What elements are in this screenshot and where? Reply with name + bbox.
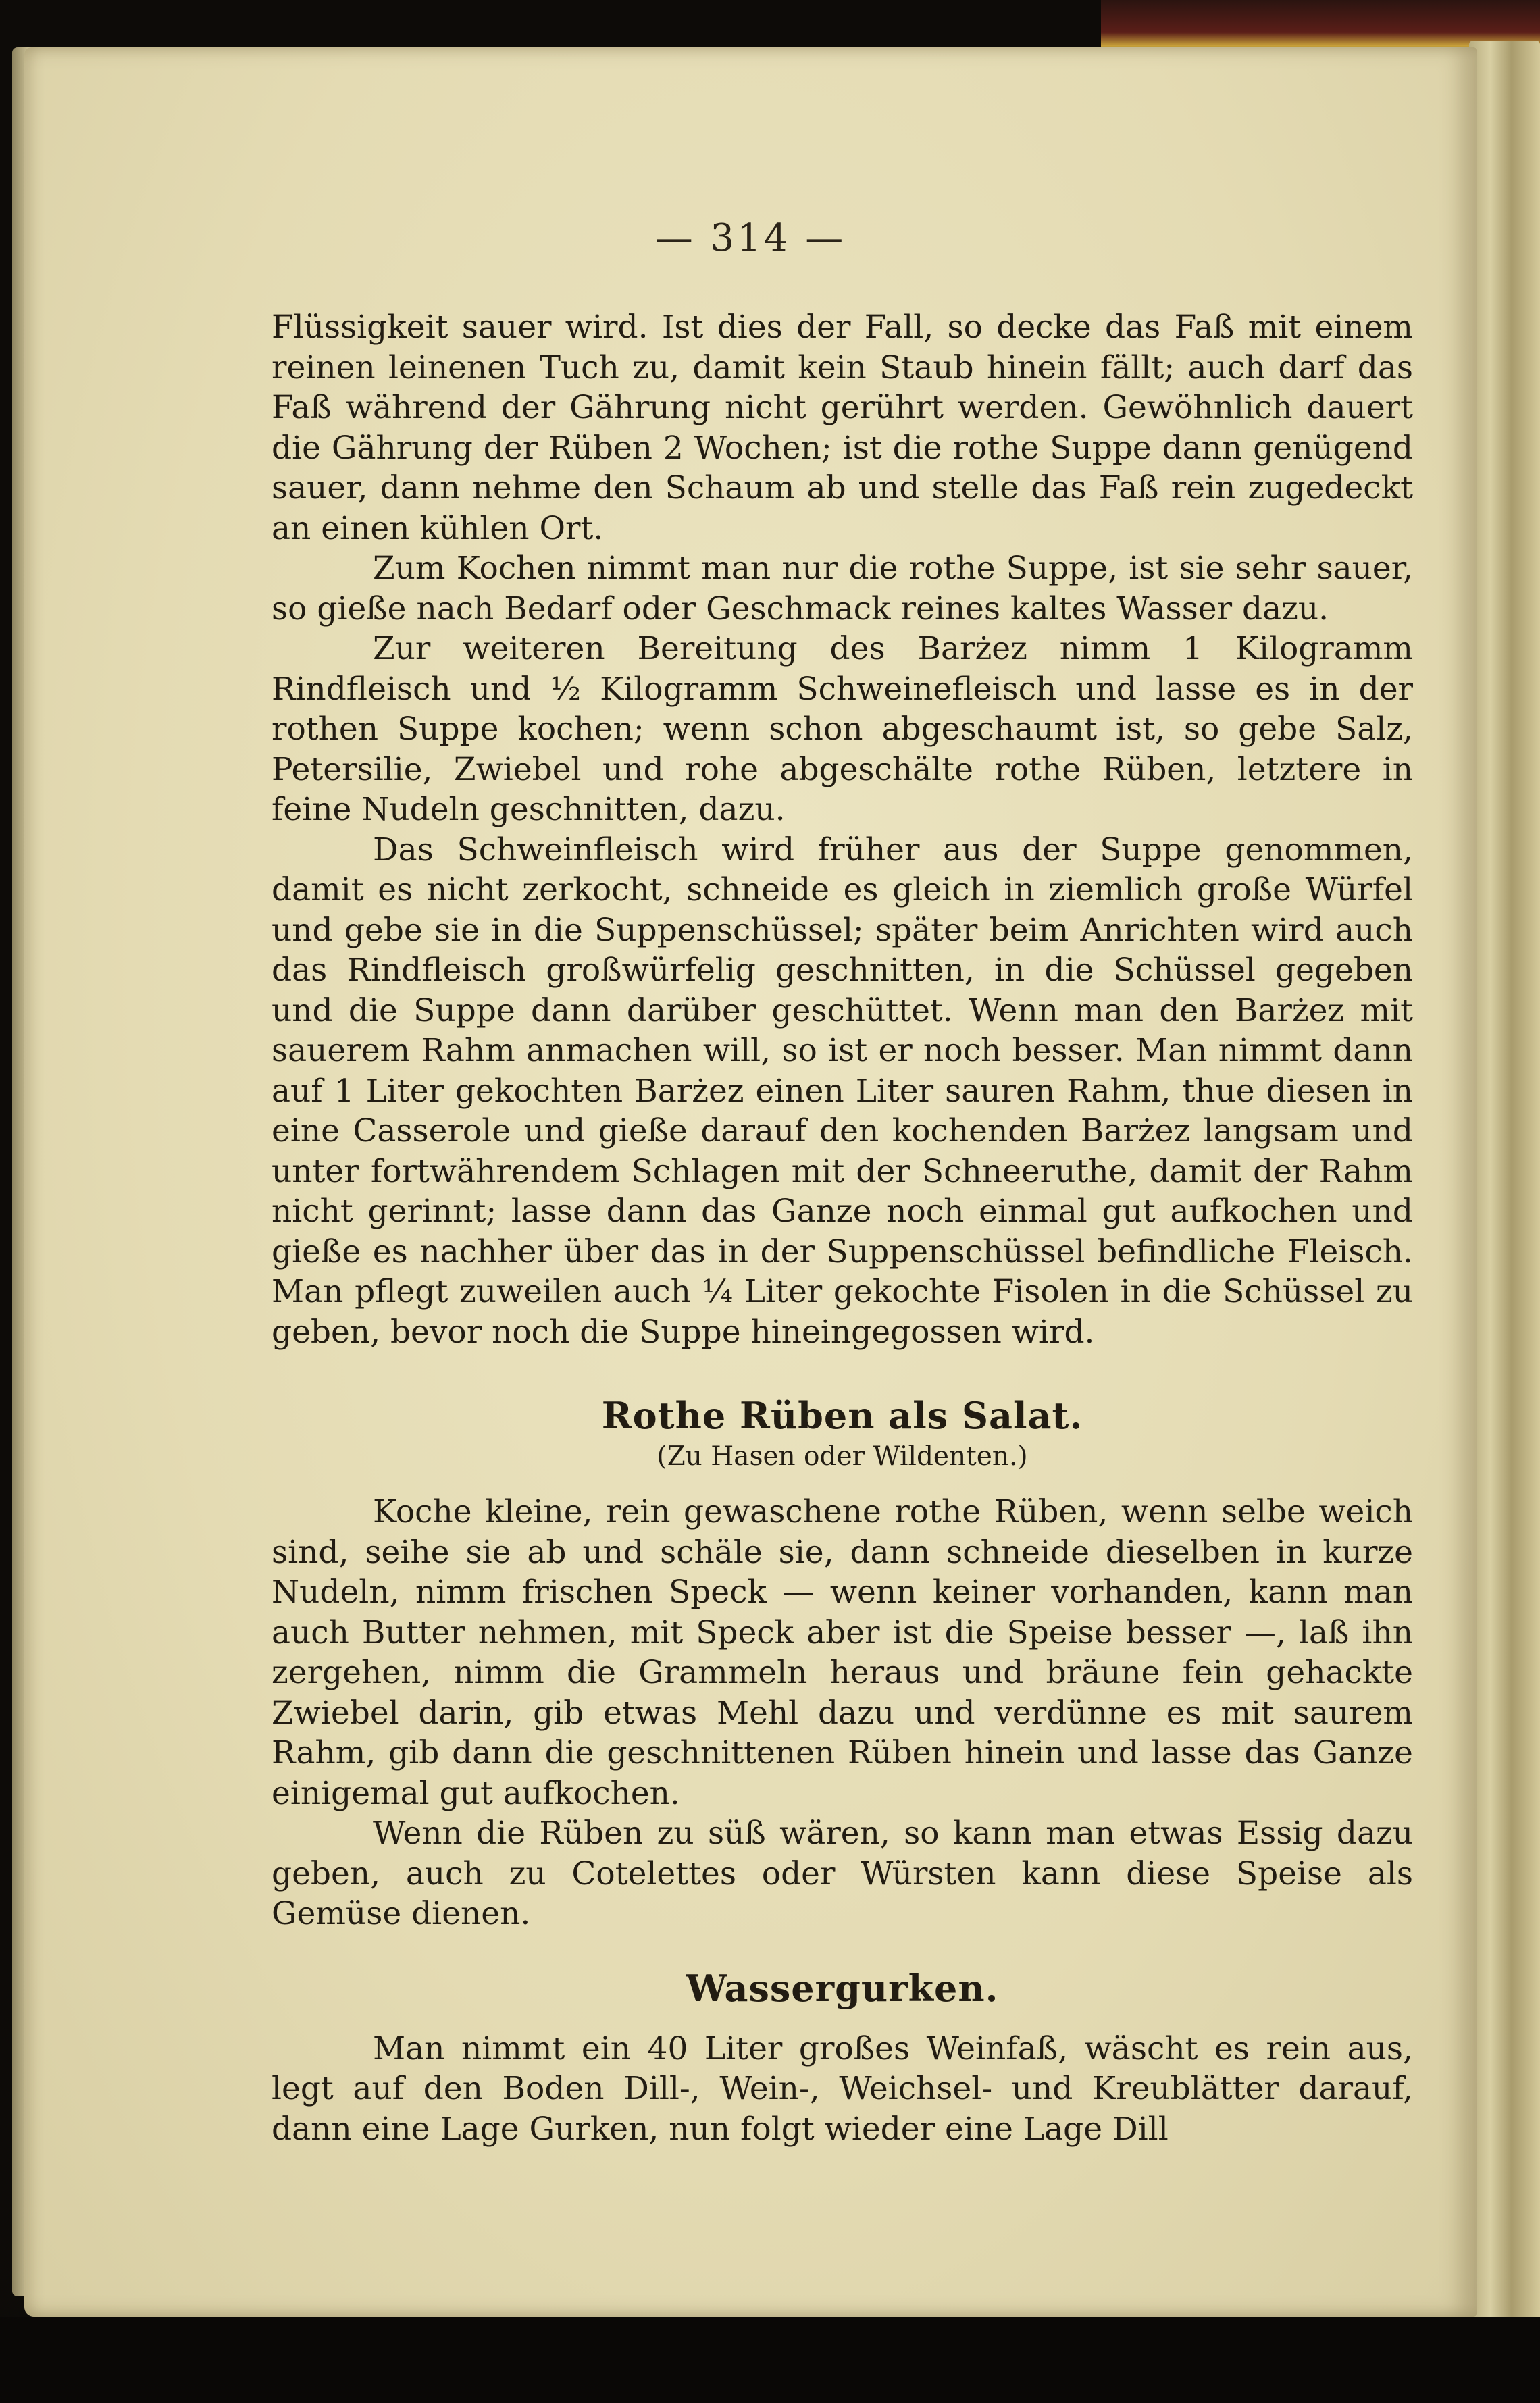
- background-shadow: [0, 2317, 1540, 2403]
- section-subtitle-rothe-rueben: (Zu Hasen oder Wildenten.): [657, 1441, 1028, 1472]
- section-title-wassergurken: Wassergurken.: [686, 1966, 999, 2010]
- paragraph-intro-3: Zur weiteren Bereitung des Barżez nimm 1 Kilogramm Rindfleisch und ½ Kilogramm Schweinefleisch und lasse es in der rothen Suppe kochen; wenn schon abgeschaumt ist, so gebe Salz, Petersilie, Zwiebel und rohe abgeschälte rothe Rüben, letztere in feine Nudeln geschnitten, dazu.: [272, 630, 1413, 828]
- paragraph-wassergurken-1: Man nimmt ein 40 Liter großes Weinfaß, wäscht es rein aus, legt auf den Boden Dill-, Wein-, Weichsel- und Kreublätter darauf, dann eine Lage Gurken, nun folgt wieder eine Lage Dill: [272, 2030, 1413, 2148]
- page-text: [272, 307, 1413, 2149]
- page-stack-right: [1469, 41, 1540, 2337]
- section-title-rothe-rueben: Rothe Rüben als Salat.: [601, 1394, 1083, 1437]
- paragraph-intro-2: Zum Kochen nimmt man nur die rothe Suppe, ist sie sehr sauer, so gieße nach Bedarf oder Geschmack reines kaltes Wasser dazu.: [272, 550, 1413, 627]
- page-number: — 314 —: [654, 216, 846, 260]
- paragraph-intro-4: Das Schweinfleisch wird früher aus der Suppe genommen, damit es nicht zerkocht, schneide es gleich in ziemlich große Würfel und gebe sie in die Suppenschüssel; später beim Anrichten wird auch das Rindfleisch großwürfelig geschnitten, in die Schüssel gegeben und die Suppe dann darüber geschüttet. Wenn man den Barżez mit sauerem Rahm anmachen will, so ist er noch besser. Man nimmt dann auf 1 Liter gekochten Barżez einen Liter sauren Rahm, thue diesen in eine Casserole und gieße darauf den kochenden Barżez langsam und unter fortwährendem Schlagen mit der Schneeruthe, damit der Rahm nicht gerinnt; lasse dann das Ganze noch einmal gut aufkochen und gieße es nachher über das in der Suppenschüssel befindliche Fleisch. Man pflegt zuweilen auch ¼ Liter gekochte Fisolen in die Schüssel zu geben, bevor noch die Suppe hineingegossen wird.: [272, 831, 1413, 1351]
- paragraph-intro-1: Flüssigkeit sauer wird. Ist dies der Fall, so decke das Faß mit einem reinen leinenen Tuch zu, damit kein Staub hinein fällt; auch darf das Faß während der Gährung nicht gerührt werden. Gewöhnlich dauert die Gährung der Rüben 2 Wochen; ist die rothe Suppe dann genügend sauer, dann nehme den Schaum ab und stelle das Faß rein zugedeckt an einen kühlen Ort.: [272, 309, 1413, 547]
- paragraph-salat-2: Wenn die Rüben zu süß wären, so kann man etwas Essig dazu geben, auch zu Cotelettes oder Würsten kann diese Speise als Gemüse dienen.: [272, 1815, 1413, 1932]
- paragraph-salat-1: Koche kleine, rein gewaschene rothe Rüben, wenn selbe weich sind, seihe sie ab und schäle sie, dann schneide dieselben in kurze Nudeln, nimm frischen Speck — wenn keiner vorhanden, kann man auch Butter nehmen, mit Speck aber ist die Speise besser —, laß ihn zergehen, nimm die Grammeln heraus und bräune fein gehackte Zwiebel darin, gib etwas Mehl dazu und verdünne es mit saurem Rahm, gib dann die geschnittenen Rüben hinein und lasse das Ganze einigemal gut aufkochen.: [272, 1493, 1413, 1812]
